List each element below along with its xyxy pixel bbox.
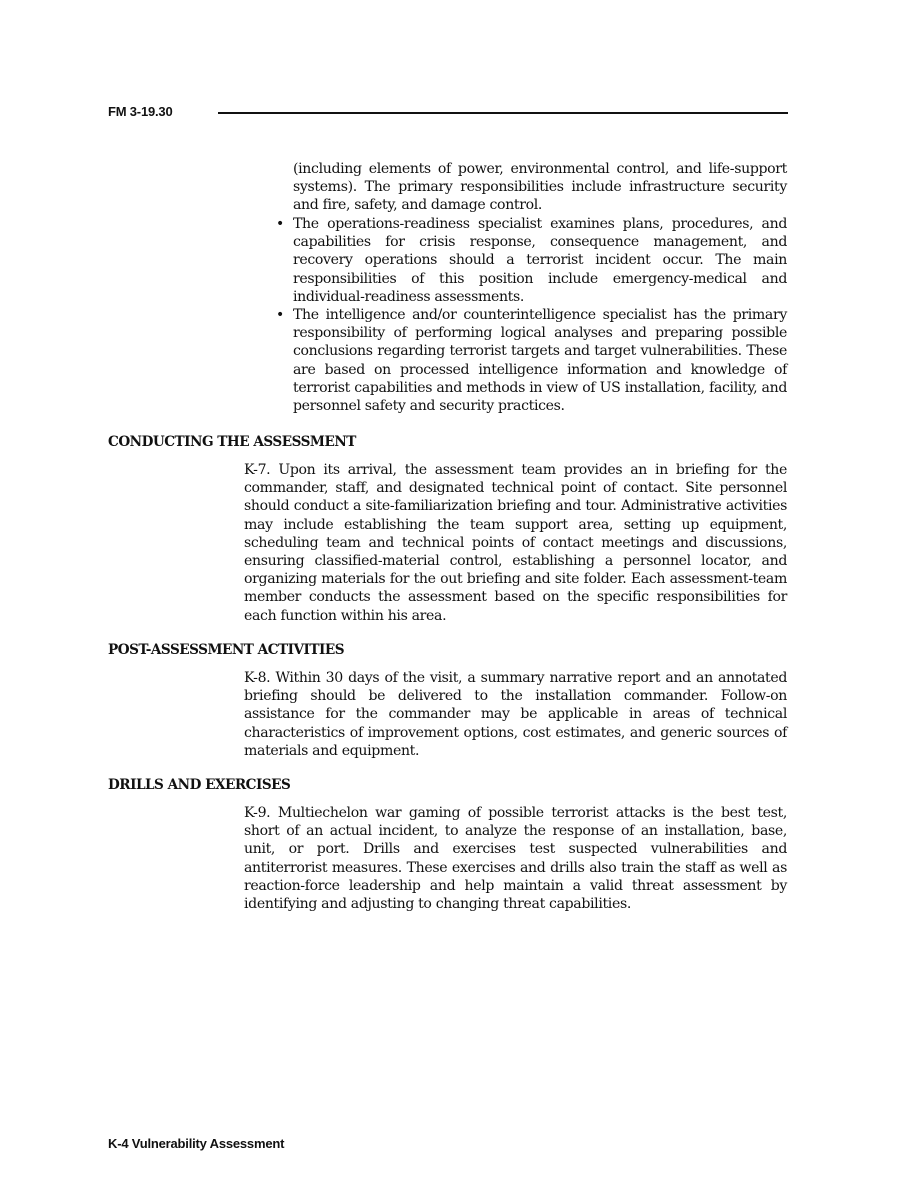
bullet-icon: • — [276, 216, 285, 232]
paragraph-k8: K-8. Within 30 days of the visit, a summary narrative report and an annotated briefing should be delivered to the installation commander. Follow-on assistance for the commander may be applicable in areas of technical characteristics of improvement options, cost estimates, and generic sources of materials and equipment. — [244, 670, 787, 759]
document-id: FM 3-19.30 — [108, 104, 173, 119]
header-rule — [218, 112, 788, 114]
continued-paragraph: (including elements of power, environmental control, and life-support systems). The primary responsibilities include infrastructure security and fire, safety, and damage control. — [293, 161, 787, 214]
section-heading-drills-exercises: DRILLS AND EXERCISES — [108, 777, 291, 793]
bullet-icon: • — [276, 307, 285, 324]
section-heading-conducting-assessment: CONDUCTING THE ASSESSMENT — [108, 434, 356, 450]
bullet-item-intelligence — [276, 306, 787, 415]
page-footer: K-4 Vulnerability Assessment — [108, 1136, 285, 1151]
paragraph-k9: K-9. Multiechelon war gaming of possible terrorist attacks is the best test, short of an actual incident, to analyze the response of an installation, base, unit, or port. Drills and exercises test suspected vulnerabilities and antiterrorist measures. These exercises and drills also train the staff as well as reaction-force leadership and help maintain a valid threat assessment by identifying and adjusting to changing threat capabilities. — [244, 805, 787, 913]
paragraph-k7: K-7. Upon its arrival, the assessment team provides an in briefing for the commander, staff, and designated technical point of contact. Site personnel should conduct a site-familiarization briefing and tour. Administrative activities may include establishing the team support area, setting up equipment, scheduling team and technical points of contact meetings and discussions, ensuring classified-material control, establishing a personnel locator, and organizing materials for the out briefing and site folder. Each assessment-team member conducts the assessment based on the specific responsibilities for each function within his area. — [244, 462, 787, 624]
bullet-item-operations-readiness — [276, 215, 787, 306]
bullet-text: The operations-readiness specialist examines plans, procedures, and capabilities for crisis response, consequence management, and recovery operations should a terrorist incident occur. The main responsibilities of this position include emergency-medical and individual-readiness assessments. — [293, 216, 787, 305]
section-heading-post-assessment: POST-ASSESSMENT ACTIVITIES — [108, 642, 345, 658]
bullet-text: The intelligence and/or counterintelligence specialist has the primary responsibility of performing logical analyses and preparing possible conclusions regarding terrorist targets and target vulnerabilities. These are based on processed intelligence information and knowledge of terrorist capabilities and methods in view of US installation, facility, and personnel safety and security practices. — [293, 307, 787, 415]
specialist-bullet-list — [276, 215, 787, 415]
running-header — [108, 104, 788, 124]
